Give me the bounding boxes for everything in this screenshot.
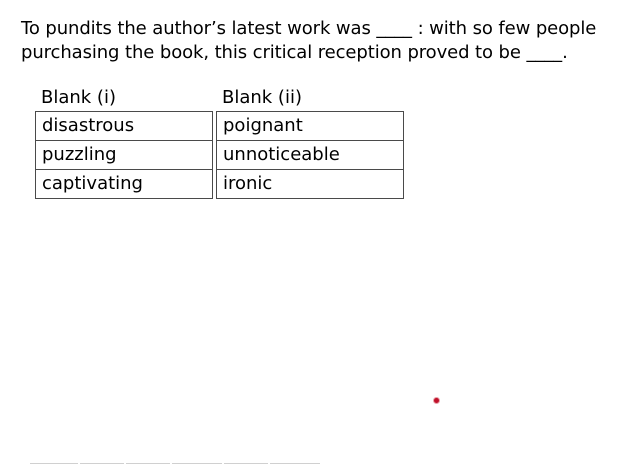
- blank-ii-option[interactable]: ironic: [217, 170, 404, 199]
- question-line-2: purchasing the book, this critical reception proved to be ____.: [21, 42, 568, 63]
- question-text: [21, 17, 611, 65]
- blank-ii-choices: [216, 111, 404, 199]
- blank-ii-option[interactable]: poignant: [217, 112, 404, 141]
- blank-i-option[interactable]: puzzling: [36, 141, 213, 170]
- blank-i-option[interactable]: captivating: [36, 170, 213, 199]
- blank-ii-option[interactable]: unnoticeable: [217, 141, 404, 170]
- blank-i-header: Blank (i): [41, 87, 116, 108]
- blank-i-choices: [35, 111, 213, 199]
- blank-i-column: [35, 86, 213, 199]
- blank-i-option[interactable]: disastrous: [36, 112, 213, 141]
- pointer-cursor-icon: [434, 398, 439, 403]
- question-line-1: To pundits the author’s latest work was ____ : with so few people: [21, 18, 597, 39]
- blank-ii-header: Blank (ii): [222, 87, 302, 108]
- blank-ii-column: [216, 86, 404, 199]
